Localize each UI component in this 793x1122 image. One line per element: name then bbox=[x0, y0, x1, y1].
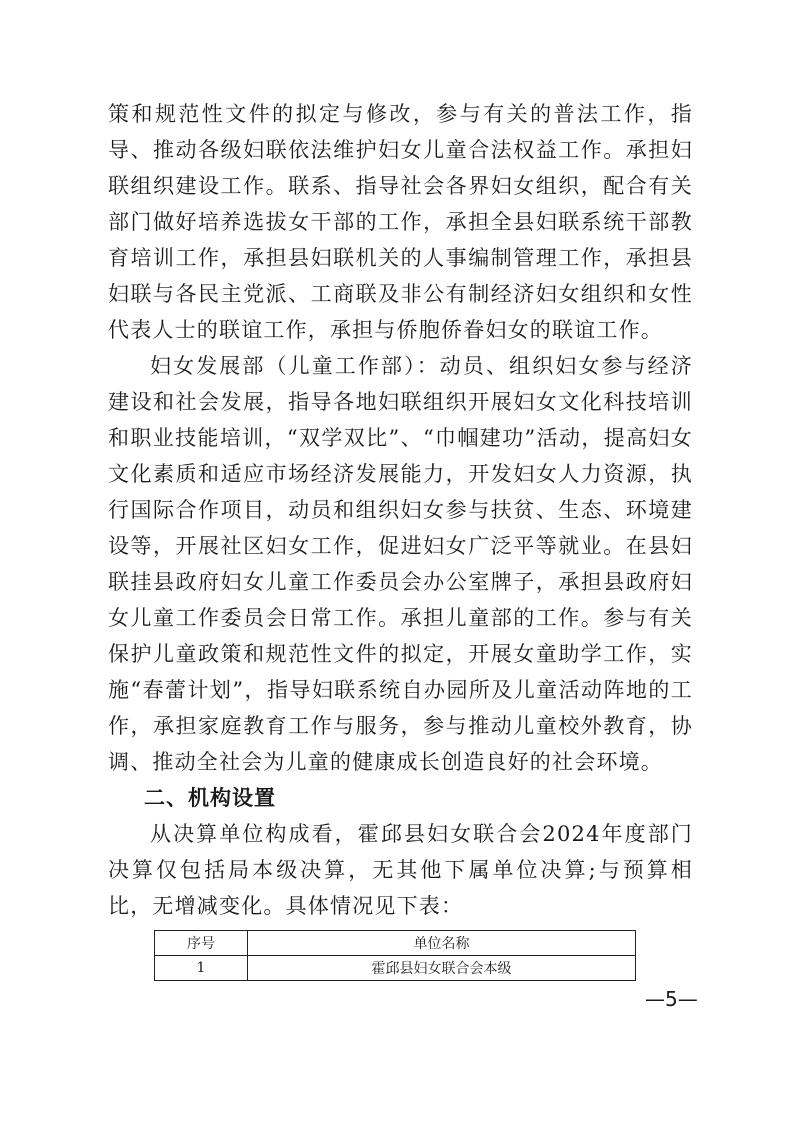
unit-table bbox=[154, 930, 636, 981]
paragraph-functions-continued: 策和规范性文件的拟定与修改，参与有关的普法工作，指导、推动各级妇联依法维护妇女儿童合法权益工作。承担妇联组织建设工作。联系、指导社会各界妇女组织，配合有关部门做好培养选拔女干部的工作，承担全县妇联系统干部教育培训工作，承担县妇联机关的人事编制管理工作，承担县妇联与各民主党派、工商联及非公有制经济妇女组织和女性代表人士的联谊工作，承担与侨胞侨眷妇女的联谊工作。 bbox=[108, 102, 693, 342]
cell-unit-name: 霍邱县妇女联合会本级 bbox=[248, 956, 636, 981]
header-serial-number: 序号 bbox=[155, 931, 248, 956]
table-row bbox=[155, 956, 636, 981]
paragraph-women-development: 妇女发展部（儿童工作部）：动员、组织妇女参与经济建设和社会发展，指导各地妇联组织开展妇女文化科技培训和职业技能培训，“双学双比”、“巾帼建功”活动，提高妇女文化素质和适应市场经济发展能力，开发妇女人力资源，执行国际合作项目，动员和组织妇女参与扶贫、生态、环境建设等，开展社区妇女工作，促进妇女广泛平等就业。在县妇联挂县政府妇女儿童工作委员会办公室牌子，承担县政府妇女儿童工作委员会日常工作。承担儿童部的工作。参与有关保护儿童政策和规范性文件的拟定，开展女童助学工作，实施“春蕾计划”，指导妇联系统自办园所及儿童活动阵地的工作，承担家庭教育工作与服务，参与推动儿童校外教育，协调、推动全社会为儿童的健康成长创造良好的社会环境。 bbox=[108, 354, 693, 774]
section-heading: 二、机构设置 bbox=[144, 786, 276, 810]
header-unit-name: 单位名称 bbox=[248, 931, 636, 956]
table-header-row bbox=[155, 931, 636, 956]
page-number: —5— bbox=[645, 987, 698, 1011]
paragraph-organization: 从决算单位构成看，霍邱县妇女联合会2024年度部门决算仅包括局本级决算，无其他下属单位决算;与预算相比，无增减变化。具体情况见下表： bbox=[108, 822, 693, 918]
document-body bbox=[108, 96, 693, 924]
cell-serial-number: 1 bbox=[155, 956, 248, 981]
